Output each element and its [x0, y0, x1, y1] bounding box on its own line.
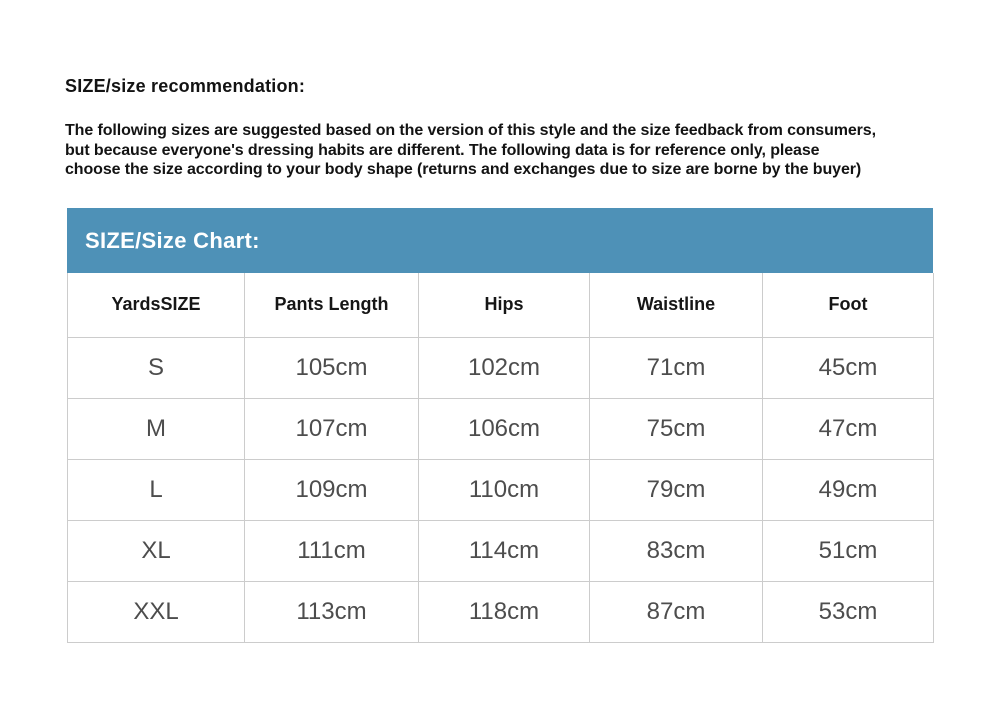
cell-foot: 45cm: [763, 337, 934, 398]
size-chart-section: [67, 208, 933, 643]
cell-waistline: 79cm: [590, 459, 763, 520]
size-chart-title: SIZE/Size Chart:: [85, 227, 260, 253]
size-disclaimer: [65, 121, 945, 180]
cell-size: M: [68, 398, 245, 459]
cell-size: XXL: [68, 581, 245, 642]
cell-hips: 118cm: [419, 581, 590, 642]
cell-waistline: 75cm: [590, 398, 763, 459]
cell-foot: 47cm: [763, 398, 934, 459]
cell-hips: 110cm: [419, 459, 590, 520]
table-row-m: [68, 398, 934, 459]
cell-size: XL: [68, 520, 245, 581]
table-header-row: [68, 273, 934, 337]
table-row-xl: [68, 520, 934, 581]
size-chart-title-bar: [67, 208, 933, 273]
intro-section: [65, 76, 945, 180]
column-header-foot: Foot: [763, 273, 934, 337]
cell-pants-length: 109cm: [245, 459, 419, 520]
column-header-hips: Hips: [419, 273, 590, 337]
cell-pants-length: 111cm: [245, 520, 419, 581]
table-row-s: [68, 337, 934, 398]
cell-waistline: 83cm: [590, 520, 763, 581]
cell-pants-length: 113cm: [245, 581, 419, 642]
cell-hips: 114cm: [419, 520, 590, 581]
cell-foot: 53cm: [763, 581, 934, 642]
disclaimer-line-2: but because everyone's dressing habits are different. The following data is for reference only, please: [65, 141, 820, 159]
cell-foot: 49cm: [763, 459, 934, 520]
section-heading: SIZE/size recommendation:: [65, 76, 306, 96]
cell-hips: 106cm: [419, 398, 590, 459]
cell-hips: 102cm: [419, 337, 590, 398]
disclaimer-line-1: The following sizes are suggested based on the version of this style and the size feedback from consumers,: [65, 122, 876, 139]
cell-size: L: [68, 459, 245, 520]
cell-waistline: 87cm: [590, 581, 763, 642]
size-chart-table: [67, 273, 934, 643]
column-header-pants-length: Pants Length: [245, 273, 419, 337]
cell-pants-length: 107cm: [245, 398, 419, 459]
cell-size: S: [68, 337, 245, 398]
column-header-yards-size: YardsSIZE: [68, 273, 245, 337]
cell-foot: 51cm: [763, 520, 934, 581]
column-header-waistline: Waistline: [590, 273, 763, 337]
table-row-xxl: [68, 581, 934, 642]
table-row-l: [68, 459, 934, 520]
cell-waistline: 71cm: [590, 337, 763, 398]
disclaimer-line-3: choose the size according to your body shape (returns and exchanges due to size are borne by the buyer): [65, 161, 862, 178]
cell-pants-length: 105cm: [245, 337, 419, 398]
